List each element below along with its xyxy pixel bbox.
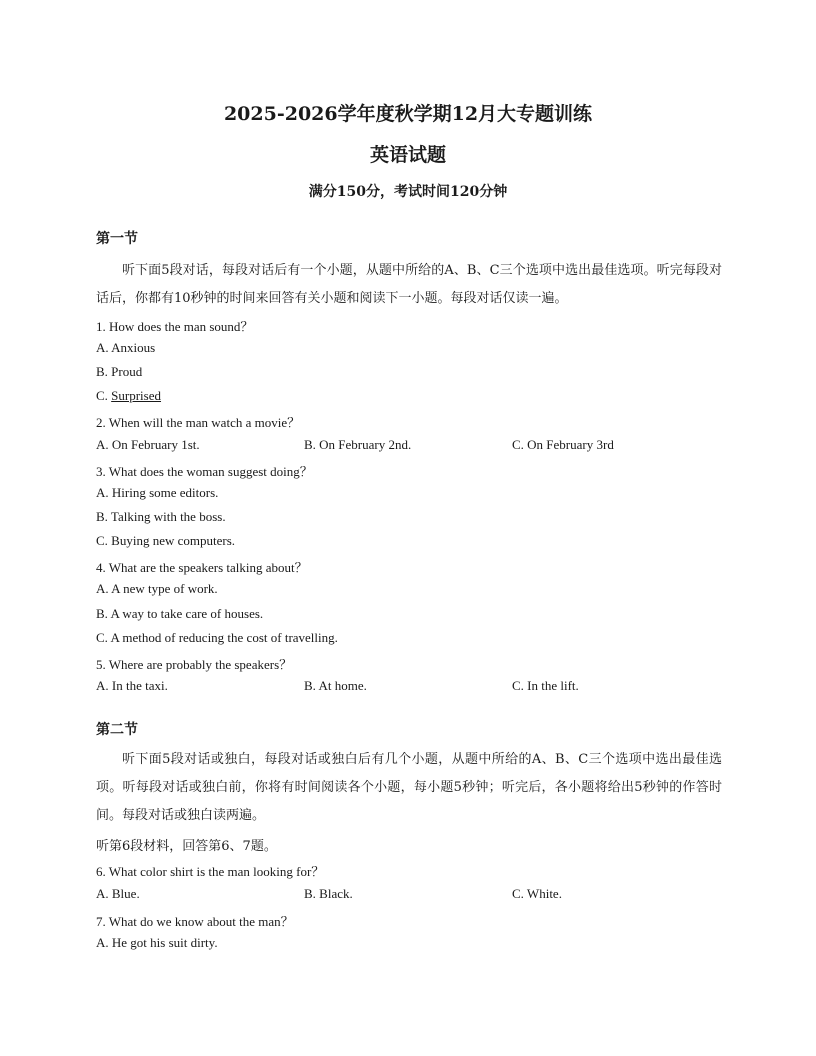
question-stem: 7. What do we know about the man？ bbox=[96, 914, 294, 929]
answer-option: B. A way to take care of houses. bbox=[96, 606, 264, 621]
question-stem: 5. Where are probably the speakers？ bbox=[96, 657, 293, 672]
answer-option: A. On February 1st. bbox=[96, 437, 200, 452]
answer-option: A. A new type of work. bbox=[96, 581, 218, 596]
section-heading: 第一节 bbox=[96, 231, 138, 247]
answer-option: A. Blue. bbox=[96, 886, 140, 901]
answer-option: C. In the lift. bbox=[512, 678, 579, 693]
answer-option: B. At home. bbox=[304, 678, 367, 693]
answer-option: A. He got his suit dirty. bbox=[96, 935, 218, 950]
answer-option: B. On February 2nd. bbox=[304, 437, 412, 452]
question-stem: 6. What color shirt is the man looking for？ bbox=[96, 864, 325, 879]
exam-subtitle: 英语试题 bbox=[369, 144, 446, 166]
material-note: 听第6段材料，回答第6、7题。 bbox=[96, 839, 277, 854]
answer-option-text: C. Surprised bbox=[96, 388, 162, 403]
answer-option: B. Talking with the boss. bbox=[96, 509, 226, 524]
answer-option: A. In the taxi. bbox=[96, 678, 168, 693]
answer-option: B. Black. bbox=[304, 886, 353, 901]
section-heading: 第二节 bbox=[96, 722, 138, 738]
question-stem: 2. When will the man watch a movie？ bbox=[96, 415, 301, 430]
answer-option: C. A method of reducing the cost of travelling. bbox=[96, 630, 338, 645]
answer-option: C. White. bbox=[512, 886, 562, 901]
question-stem: 1. How does the man sound？ bbox=[96, 319, 254, 334]
section-instructions: 听下面5段对话或独白，每段对话或独白后有几个小题，从题中所给的A、B、C三个选项中选出最佳选项。听每段对话或独白前，你将有时间阅读各个小题，每小题5秒钟；听完后，各小题将给出5秒钟的作答时间。每段对话或独白读两遍。 bbox=[96, 752, 722, 823]
exam-info: 满分150分，考试时间120分钟 bbox=[308, 184, 508, 200]
underlined-word: Surprised bbox=[111, 388, 162, 403]
question-stem: 4. What are the speakers talking about？ bbox=[96, 560, 308, 575]
question-stem: 3. What does the woman suggest doing？ bbox=[96, 464, 313, 479]
answer-option: B. Proud bbox=[96, 364, 143, 379]
answer-option: C. Buying new computers. bbox=[96, 533, 236, 548]
answer-option: C. On February 3rd bbox=[512, 437, 614, 452]
exam-title: 2025-2026学年度秋学期12月大专题训练 bbox=[223, 103, 593, 125]
answer-option bbox=[96, 388, 161, 404]
answer-option: A. Anxious bbox=[96, 340, 156, 355]
section-instructions: 听下面5段对话，每段对话后有一个小题，从题中所给的A、B、C三个选项中选出最佳选项。听完每段对话后，你都有10秒钟的时间来回答有关小题和阅读下一小题。每段对话仅读一遍。 bbox=[96, 263, 722, 306]
answer-option: A. Hiring some editors. bbox=[96, 485, 219, 500]
